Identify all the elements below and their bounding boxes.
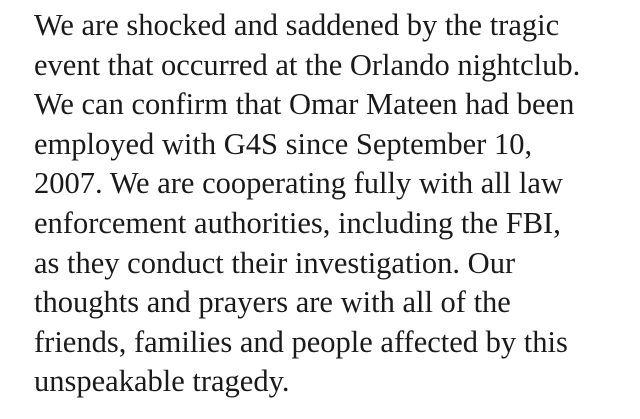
statement-line: event that occurred at the Orlando nightclub. [34,47,581,82]
statement-line: 2007. We are cooperating fully with all law [34,166,563,201]
statement-line: thoughts and prayers are with all of the [34,285,511,320]
statement-line: employed with G4S since September 10, [34,126,533,161]
statement-text [34,6,634,402]
statement-line: as they conduct their investigation. Our [34,245,516,280]
statement-line: friends, families and people affected by this [34,324,568,359]
statement-line: We can confirm that Omar Mateen had been [34,87,575,122]
statement-line: unspeakable tragedy. [34,364,290,399]
statement-line: enforcement authorities, including the FBI, [34,205,561,240]
statement-line: We are shocked and saddened by the tragic [34,8,560,42]
